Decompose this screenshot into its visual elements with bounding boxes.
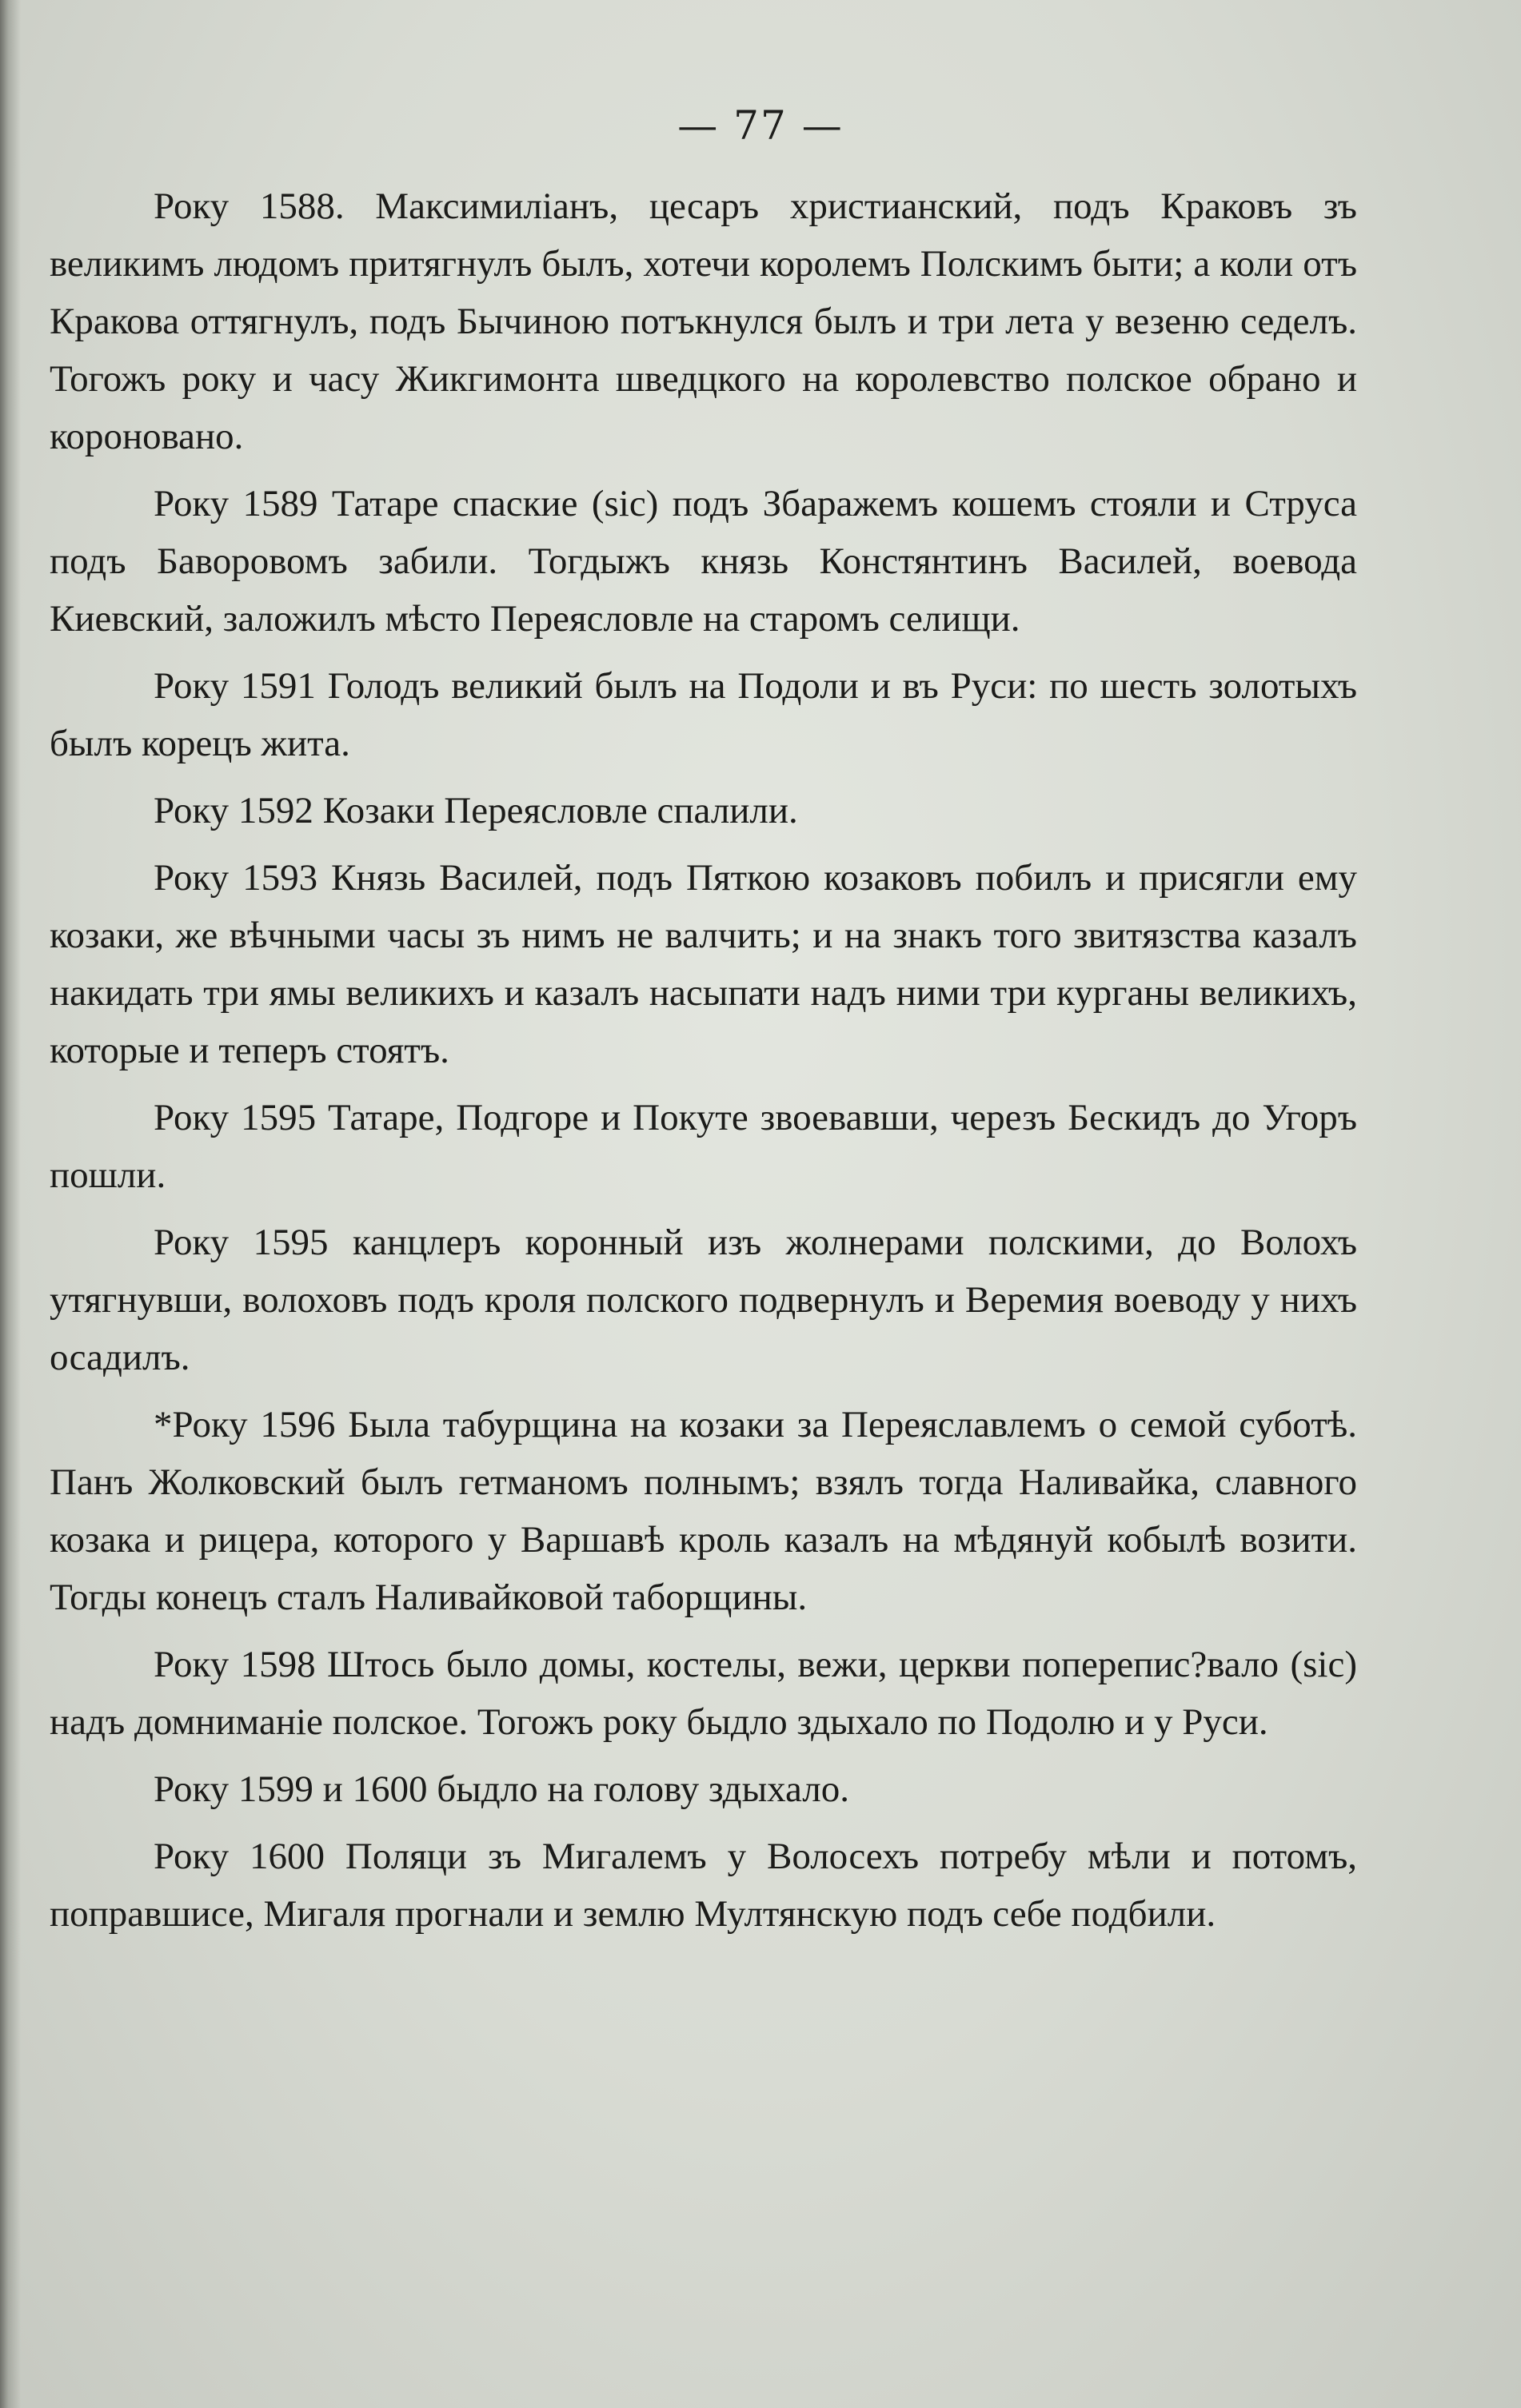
page-number: — 77 — (677, 102, 844, 149)
entry-1600: Року 1600 Поляци зъ Мигалемъ у Волосехъ потребу мѣли и потомъ, поправшисе, Мигаля прогнали и землю Мултянскую подъ себе подбили. (50, 1836, 1357, 1935)
binding-shadow (0, 0, 21, 2408)
entry-1592: Року 1592 Козаки Переясловле спалили. (154, 790, 798, 831)
entry-1598: Року 1598 Штось было домы, костелы, вежи, церкви поперепис?вало (sic) надъ домниманіе полское. Тогожъ року быдло здыхало по Подолю и у Руси. (50, 1644, 1357, 1743)
entry-1596: *Року 1596 Была табурщина на козаки за Переяславлемъ о семой суботѣ. Панъ Жолковский былъ гетманомъ полнымъ; взялъ тогда Наливайка, славного козака и рицера, которого у Варшавѣ кроль казалъ на мѣдянуй кобылѣ возити. Тогды конецъ сталъ Наливайковой таборщины. (50, 1404, 1357, 1618)
entry-1595-chancellor: Року 1595 канцлеръ коронный изъ жолнерами полскими, до Волохъ утягнувши, волоховъ подъ кроля полского подвернулъ и Веремия воеводу у нихъ осадилъ. (50, 1222, 1357, 1378)
chronicle-text (50, 177, 1357, 1952)
entry-1599-1600: Року 1599 и 1600 быдло на голову здыхало. (154, 1768, 850, 1810)
entry-1591: Року 1591 Голодъ великий былъ на Подоли и въ Руси: по шесть золотыхъ былъ корецъ жита. (50, 665, 1357, 764)
entry-1593: Року 1593 Князь Василей, подъ Пяткою козаковъ побилъ и присягли ему козаки, же вѣчными часы зъ нимъ не валчить; и на знакъ того звитязства казалъ накидать три ямы великихъ и казалъ насыпати надъ ними три курганы великихъ, которые и теперъ стоятъ. (50, 857, 1357, 1071)
entry-1588: Року 1588. Максимиліанъ, цесаръ христианский, подъ Краковъ зъ великимъ людомъ притягнулъ былъ, хотечи королемъ Полскимъ быти; а коли отъ Кракова оттягнулъ, подъ Бычиною потъкнулся былъ и три лета у везеню седелъ. Тогожъ року и часу Жикгимонта шведцкого на королевство полское обрано и короновано. (50, 185, 1357, 457)
entry-1595-tatars: Року 1595 Татаре, Подгоре и Покуте звоевавши, черезъ Бескидъ до Угоръ пошли. (50, 1097, 1357, 1196)
entry-1589: Року 1589 Татаре спаские (sic) подъ Збаражемъ кошемъ стояли и Струса подъ Баворовомъ забили. Тогдыжъ князь Констянтинъ Василей, воевода Киевский, заложилъ мѣсто Переясловле на старомъ селищи. (50, 483, 1357, 640)
